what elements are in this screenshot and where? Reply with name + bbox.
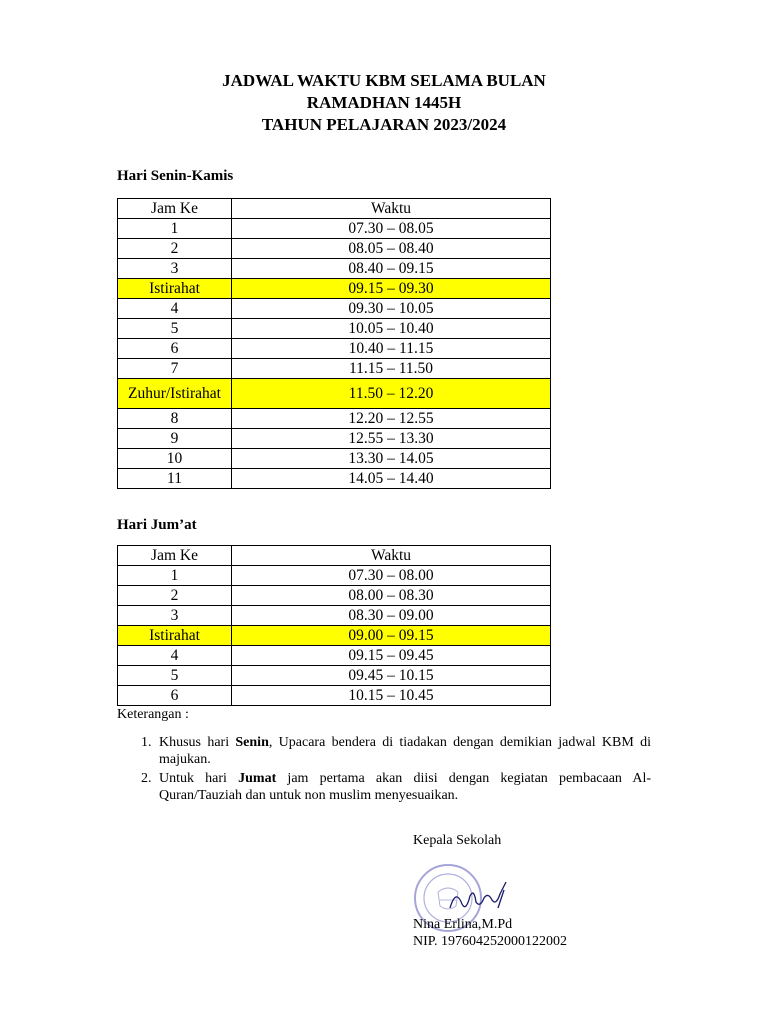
jumat-heading: Hari Jum’at	[117, 517, 197, 533]
header-waktu: Waktu	[232, 546, 551, 566]
note-item: 1. Khusus hari Senin, Upacara bendera di tiadakan dengan demikian jadwal KBM di majukan.	[155, 734, 651, 768]
cell-jam: 5	[118, 666, 232, 686]
cell-jam: 7	[118, 359, 232, 379]
table-row	[118, 339, 551, 359]
cell-jam: 11	[118, 469, 232, 489]
cell-jam: Istirahat	[118, 279, 232, 299]
cell-jam: 6	[118, 339, 232, 359]
cell-waktu: 11.50 – 12.20	[232, 379, 551, 409]
senin-kamis-table	[117, 198, 551, 489]
cell-jam: 3	[118, 606, 232, 626]
cell-jam: Zuhur/Istirahat	[118, 379, 232, 409]
cell-jam: 9	[118, 429, 232, 449]
cell-waktu: 10.40 – 11.15	[232, 339, 551, 359]
table-row	[118, 686, 551, 706]
signature-scribble-icon	[448, 878, 510, 918]
signer-name: Nina Erlina,M.Pd	[413, 917, 513, 932]
jumat-table	[117, 545, 551, 706]
table-row	[118, 219, 551, 239]
document-title	[0, 70, 768, 136]
notes-label: Keterangan :	[117, 707, 189, 722]
table-header-row	[118, 199, 551, 219]
table-row	[118, 379, 551, 409]
table-row	[118, 319, 551, 339]
cell-waktu: 08.30 – 09.00	[232, 606, 551, 626]
cell-waktu: 10.15 – 10.45	[232, 686, 551, 706]
cell-jam: 8	[118, 409, 232, 429]
cell-waktu: 14.05 – 14.40	[232, 469, 551, 489]
cell-waktu: 09.45 – 10.15	[232, 666, 551, 686]
cell-jam: 2	[118, 239, 232, 259]
cell-waktu: 09.30 – 10.05	[232, 299, 551, 319]
cell-waktu: 09.00 – 09.15	[232, 626, 551, 646]
signer-nip: NIP. 197604252000122002	[413, 934, 568, 949]
cell-jam: 10	[118, 449, 232, 469]
cell-waktu: 08.05 – 08.40	[232, 239, 551, 259]
title-line-2: RAMADHAN 1445H	[306, 93, 462, 112]
signature-role: Kepala Sekolah	[413, 833, 502, 848]
header-jam-ke: Jam Ke	[118, 546, 232, 566]
table-row	[118, 429, 551, 449]
table-row	[118, 299, 551, 319]
table-row	[118, 259, 551, 279]
cell-waktu: 13.30 – 14.05	[232, 449, 551, 469]
table-row	[118, 449, 551, 469]
table-row	[118, 586, 551, 606]
table-row	[118, 626, 551, 646]
cell-waktu: 12.55 – 13.30	[232, 429, 551, 449]
table-row	[118, 409, 551, 429]
cell-waktu: 09.15 – 09.30	[232, 279, 551, 299]
cell-waktu: 11.15 – 11.50	[232, 359, 551, 379]
table-row	[118, 566, 551, 586]
table-row	[118, 359, 551, 379]
table-row	[118, 239, 551, 259]
title-line-1: JADWAL WAKTU KBM SELAMA BULAN	[222, 71, 546, 90]
cell-waktu: 12.20 – 12.55	[232, 409, 551, 429]
table-row	[118, 606, 551, 626]
cell-jam: 6	[118, 686, 232, 706]
cell-jam: 3	[118, 259, 232, 279]
table-header-row	[118, 546, 551, 566]
table-row	[118, 279, 551, 299]
cell-jam: 1	[118, 566, 232, 586]
cell-waktu: 08.40 – 09.15	[232, 259, 551, 279]
cell-jam: 2	[118, 586, 232, 606]
note-item: 2. Untuk hari Jumat jam pertama akan diisi dengan kegiatan pembacaan Al-Quran/Tauziah dan untuk non muslim menyesuaikan.	[155, 770, 651, 804]
table-row	[118, 646, 551, 666]
notes-list	[117, 734, 651, 806]
cell-jam: Istirahat	[118, 626, 232, 646]
table-row	[118, 469, 551, 489]
title-line-3: TAHUN PELAJARAN 2023/2024	[261, 115, 507, 134]
cell-waktu: 08.00 – 08.30	[232, 586, 551, 606]
cell-jam: 4	[118, 299, 232, 319]
cell-jam: 4	[118, 646, 232, 666]
cell-jam: 1	[118, 219, 232, 239]
cell-waktu: 07.30 – 08.00	[232, 566, 551, 586]
table-row	[118, 666, 551, 686]
cell-waktu: 09.15 – 09.45	[232, 646, 551, 666]
header-jam-ke: Jam Ke	[118, 199, 232, 219]
senin-kamis-heading: Hari Senin-Kamis	[117, 168, 234, 184]
header-waktu: Waktu	[232, 199, 551, 219]
cell-jam: 5	[118, 319, 232, 339]
cell-waktu: 10.05 – 10.40	[232, 319, 551, 339]
cell-waktu: 07.30 – 08.05	[232, 219, 551, 239]
